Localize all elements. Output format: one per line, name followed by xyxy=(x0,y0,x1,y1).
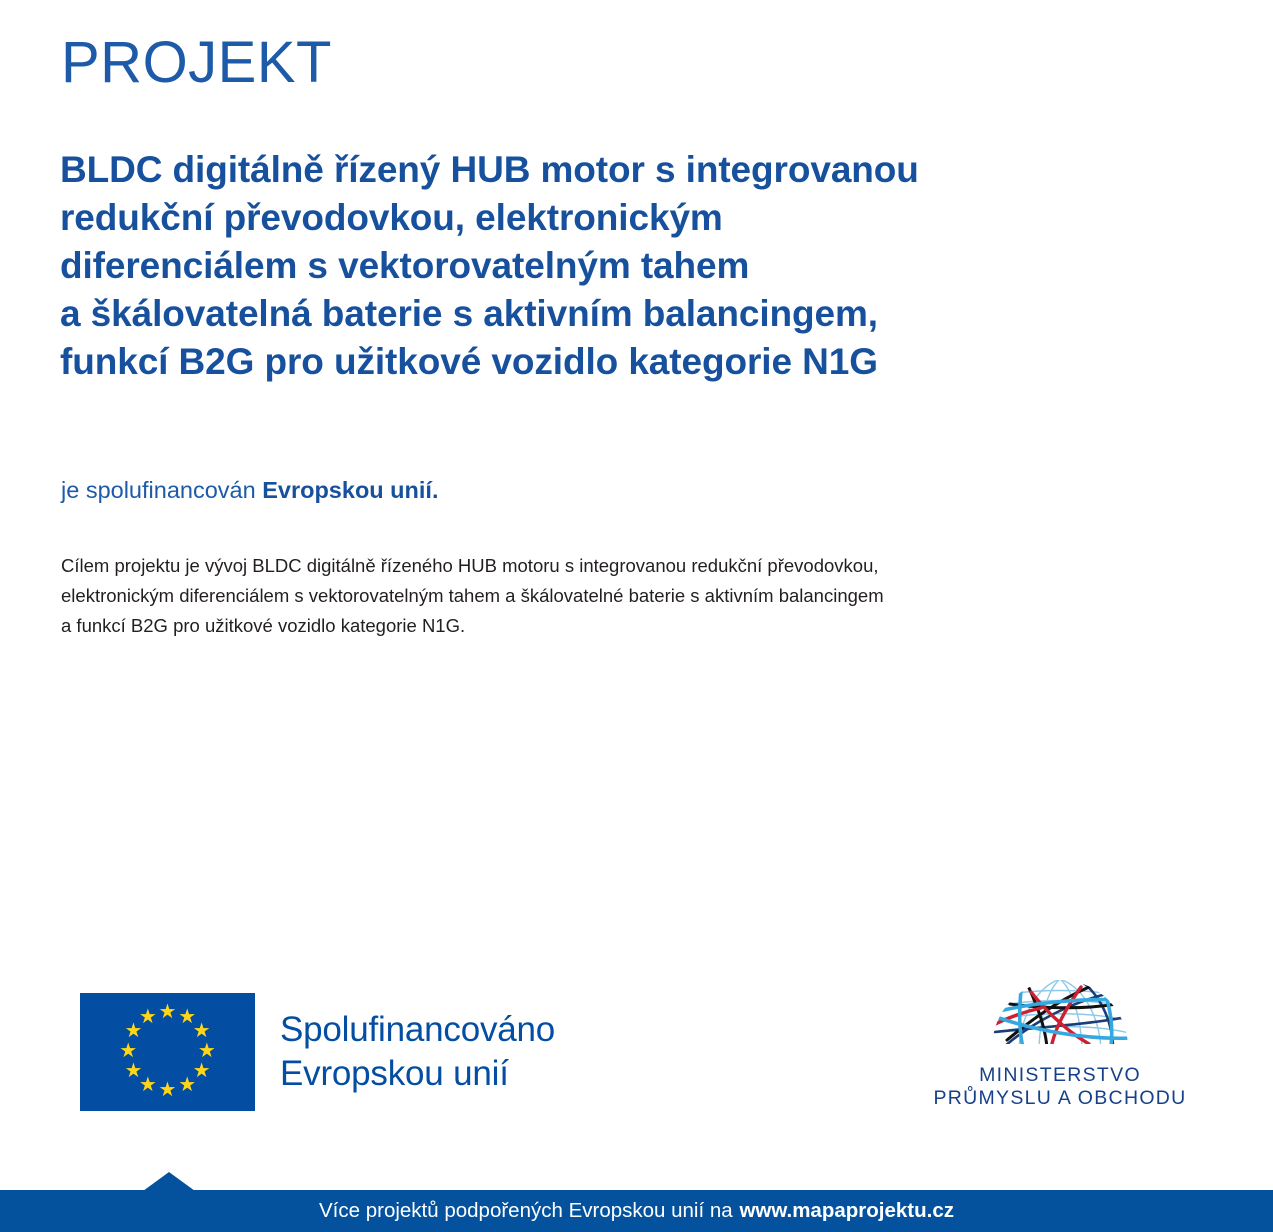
ministry-of-industry-and-trade-logo xyxy=(925,978,1195,1110)
cofinancing-emphasis: Evropskou unií. xyxy=(262,477,439,503)
description-line: Cílem projektu je vývoj BLDC digitálně řízeného HUB motoru s integrovanou redukční převodovkou, xyxy=(61,555,879,576)
eu-star-icon: ★ xyxy=(178,1074,197,1097)
eu-funding-logo xyxy=(80,993,555,1111)
eu-star-icon: ★ xyxy=(138,1074,157,1097)
cofinancing-prefix: je spolufinancován xyxy=(61,477,263,503)
cofinancing-statement xyxy=(61,477,438,504)
description-line: elektronickým diferenciálem s vektorovatelným tahem a škálovatelné baterie s aktivním balancingem xyxy=(61,585,884,606)
ribbon-url[interactable]: www.mapaprojektu.cz xyxy=(739,1199,954,1222)
ribbon-notch-arrow-icon xyxy=(143,1172,195,1191)
page-kicker: PROJEKT xyxy=(61,30,332,95)
eu-star-icon: ★ xyxy=(158,1000,177,1023)
description-line: a funkcí B2G pro užitkové vozidlo kategorie N1G. xyxy=(61,615,466,636)
eu-wordmark-line1: Spolufinancováno xyxy=(280,1010,556,1049)
ministry-line2: PRŮMYSLU A OBCHODU xyxy=(933,1087,1187,1109)
project-description xyxy=(61,551,1161,641)
ribbon-message-text: Více projektů podpořených Evropskou unií na xyxy=(319,1199,733,1222)
page-title xyxy=(60,146,1220,386)
title-line: a škálovatelná baterie s aktivním balancingem, xyxy=(60,293,878,335)
title-line: funkcí B2G pro užitkové vozidlo kategorie N1G xyxy=(60,341,878,383)
eu-star-icon: ★ xyxy=(192,1020,211,1043)
eu-star-icon: ★ xyxy=(138,1005,157,1028)
ministry-line1: MINISTERSTVO xyxy=(979,1064,1141,1086)
eu-star-icon: ★ xyxy=(197,1040,216,1062)
eu-star-icon: ★ xyxy=(158,1079,177,1102)
title-line: BLDC digitálně řízený HUB motor s integrovanou xyxy=(60,149,919,190)
title-line: redukční převodovkou, elektronickým xyxy=(60,197,723,239)
ministry-wordmark xyxy=(925,1064,1195,1110)
logo-row xyxy=(0,960,1273,1130)
eu-star-icon: ★ xyxy=(119,1040,138,1062)
eu-star-icon: ★ xyxy=(192,1059,211,1082)
globe-icon xyxy=(985,978,1135,1060)
eu-flag-icon xyxy=(80,993,255,1111)
eu-star-icon: ★ xyxy=(178,1005,197,1028)
eu-star-icon: ★ xyxy=(124,1020,143,1043)
title-line: diferenciálem s vektorovatelným tahem xyxy=(60,245,750,287)
eu-wordmark xyxy=(280,1008,555,1096)
eu-star-icon: ★ xyxy=(124,1059,143,1082)
eu-wordmark-line2: Evropskou unií xyxy=(280,1054,509,1093)
ribbon-message xyxy=(0,1190,1273,1232)
